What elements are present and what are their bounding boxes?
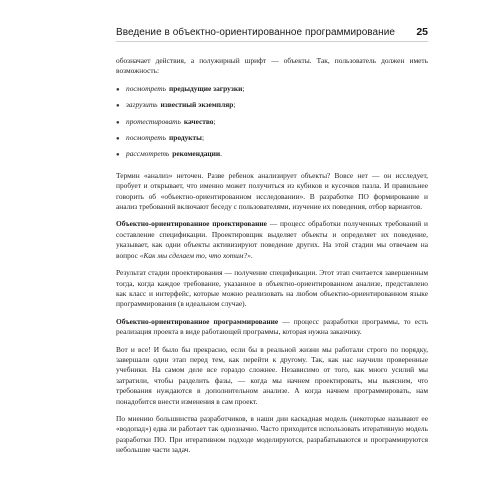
bullet-icon: ● — [116, 152, 120, 159]
bullet-icon: ● — [116, 103, 120, 110]
list-item — [116, 84, 428, 95]
intro-paragraph: обозначает действия, а полужирный шрифт — объекты. Так, пользователь должен иметь возможность: — [116, 56, 428, 76]
list-item — [116, 117, 428, 128]
list-item — [116, 133, 428, 144]
list-item — [116, 149, 428, 160]
design-result-paragraph: Результат стадии проектирования — получение спецификации. Этот этап считается завершенным тогда, когда каждое требование, указанное в объектно-ориентированном анализе, представлено как класс и интерфейс, которые можно реализовать на любом объектно-ориентированном языке программирования (в идеальном случае). — [116, 268, 428, 309]
chapter-title: Введение в объектно-ориентированное программирование — [116, 27, 395, 38]
list-item-verb: посмотреть — [126, 83, 166, 93]
list-item-object: качество — [183, 116, 214, 126]
list-item-object: продукты — [169, 133, 202, 143]
bullet-icon: ● — [116, 86, 120, 93]
list-item-object: предыдущие загрузки — [169, 83, 243, 93]
page-number: 25 — [416, 26, 428, 38]
requirements-list — [116, 84, 428, 161]
waterfall-paragraph: По мнению большинства разработчиков, в наши дни каскадная модель (некоторые называют ее «водопад») едва ли работает так однозначно. Часто приходится использовать итеративную модель разработки ПО. При итеративном подходе моделируются, разрабатываются и программируются небольшие части задач. — [116, 413, 428, 455]
list-item-verb: посмотреть — [126, 133, 166, 143]
list-item-punct: ; — [242, 83, 245, 93]
list-item-punct: ; — [233, 100, 236, 110]
programming-paragraph — [116, 317, 428, 338]
design-term: Объектно-ориентированное проектирование — [116, 219, 267, 229]
design-question: «Как мы сделаем то, что хотим?» — [139, 250, 251, 260]
list-item-object: известный экземпляр — [160, 100, 234, 110]
bullet-icon: ● — [116, 119, 120, 126]
programming-text: — процесс разработки программы, то есть реализация проекта в виде работающей программы, которая нужна заказчику. — [116, 316, 428, 337]
body-text — [116, 56, 428, 463]
list-item-punct: ; — [213, 116, 216, 126]
programming-term: Объектно-ориентированное программирование — [116, 316, 279, 326]
design-paragraph — [116, 219, 428, 261]
bullet-icon: ● — [116, 136, 120, 143]
list-item-punct: . — [220, 149, 223, 159]
analysis-paragraph: Термин «анализ» неточен. Разве ребенок анализирует объекты? Вовсе нет — он исследует, пробует и открывает, что именно может получиться из кубиков и кусочков пазла. И правильнее говорить об «объектно-ориентированном исследовании». В разработке ПО формирование и анализ требований включают беседу с пользователями, изучение их поведения, отбор вариантов. — [116, 170, 428, 212]
design-text-end: . — [250, 250, 253, 260]
list-item-verb: рассмотреть — [126, 149, 170, 159]
reality-paragraph: Вот и все! И было бы прекрасно, если бы в реальной жизни мы работали строго по порядку, завершали один этап перед тем, как перейти к другому. Так, как нас научили проверенные учебники. На самом деле все гораздо сложнее. Независимо от того, как много усилий мы затратили, чтобы разделить фазы, — когда мы начнем проектировать, мы выясним, что требования нуждаются в дополнительном анализе. А когда начнем программировать, нам понадобится внести изменения в сам проект. — [116, 344, 428, 406]
list-item-verb: загрузить — [126, 100, 158, 110]
list-item-object: рекомендации — [172, 149, 221, 159]
running-header — [116, 26, 428, 42]
design-text: — процесс обработки полученных требований и составление спецификации. Проектировщик выделяет объекты и определяет их поведение, указывает, как одни объекты активизируют поведение других. На этой стадии мы отвечаем на вопрос — [116, 219, 428, 260]
list-item-verb: протестировать — [126, 116, 181, 126]
list-item-punct: ; — [201, 133, 205, 143]
list-item — [116, 100, 428, 111]
